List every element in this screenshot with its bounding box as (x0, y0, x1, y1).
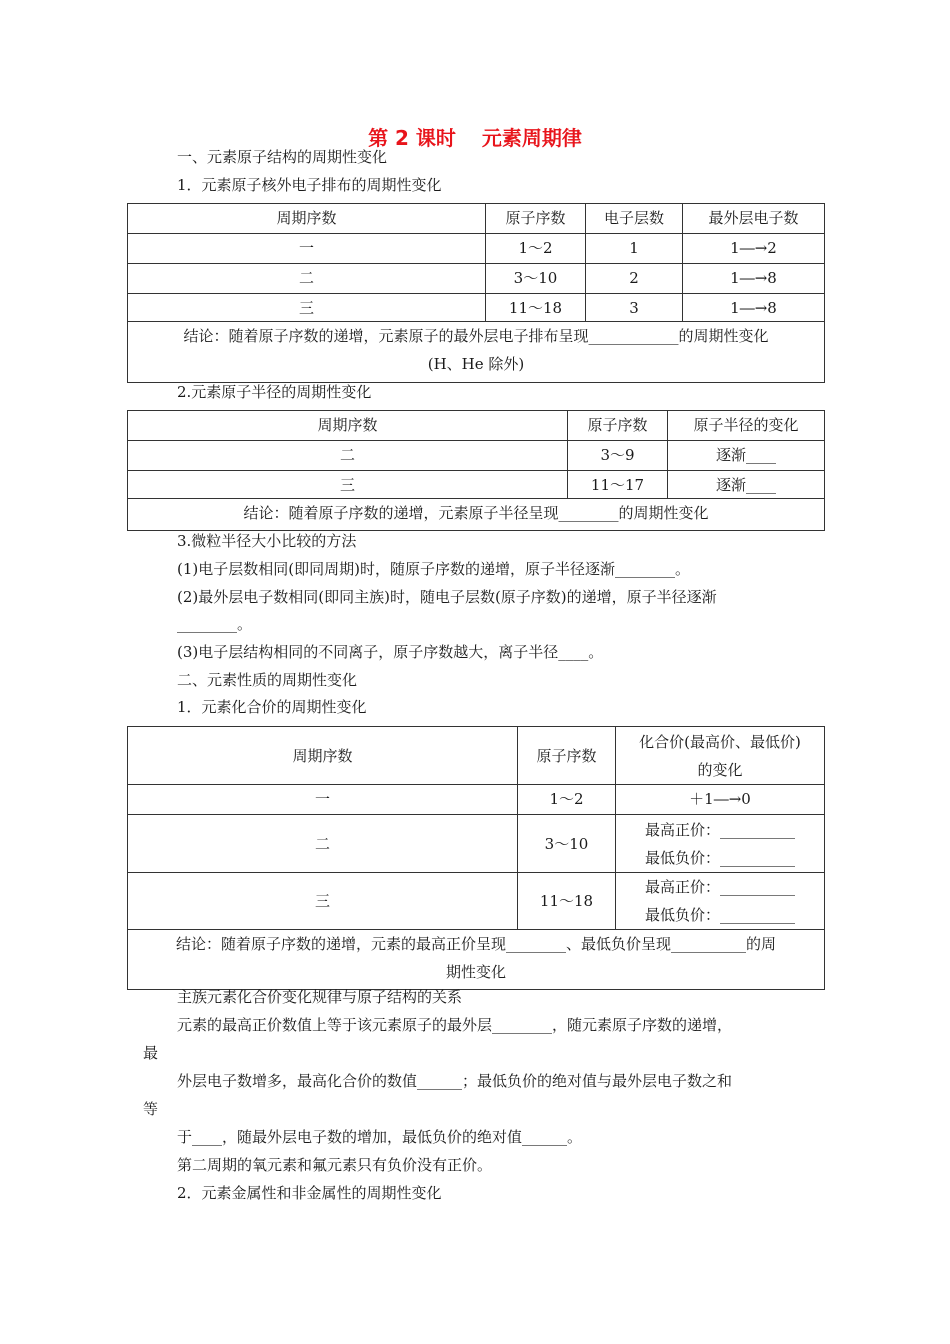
table-cell: ＋1―→0 (616, 785, 825, 815)
rule-paragraph: 外层电子数增多，最高化合价的数值______；最低负价的绝对值与最外层电子数之和 (177, 1072, 733, 1090)
table-cell: 三 (128, 873, 518, 930)
section1-sub3: 3.微粒半径大小比较的方法 (177, 532, 357, 550)
table-cell: 1―→8 (683, 264, 825, 294)
section2-sub2: 2．元素金属性和非金属性的周期性变化 (177, 1184, 442, 1202)
table-header: 化合价(最高价、最低价) 的变化 (616, 727, 825, 785)
method-item-3: (3)电子层结构相同的不同离子，原子序数越大，离子半径____。 (177, 643, 604, 661)
table-cell: 11～18 (518, 873, 616, 930)
table-cell: 11～17 (568, 471, 668, 499)
table-cell: 3 (586, 294, 683, 322)
table-cell: 1 (586, 234, 683, 264)
method-item-2-cont: ________。 (177, 615, 253, 633)
table-cell: 3～10 (518, 815, 616, 873)
rule-paragraph: 元素的最高正价数值上等于该元素原子的最外层________，随元素原子序数的递增， (177, 1016, 733, 1034)
section2-heading: 二、元素性质的周期性变化 (177, 671, 358, 689)
section1-heading: 一、元素原子结构的周期性变化 (177, 148, 388, 166)
table-cell: 二 (128, 441, 568, 471)
table-cell: 1～2 (486, 234, 586, 264)
table-cell: 二 (128, 264, 486, 294)
rule-paragraph-wrap: 等 (143, 1100, 159, 1118)
table-cell: 1―→8 (683, 294, 825, 322)
table-header: 最外层电子数 (683, 204, 825, 234)
method-item-2: (2)最外层电子数相同(即同主族)时，随电子层数(原子序数)的递增，原子半径逐渐 (177, 588, 717, 606)
table-cell: 最高正价：__________ 最低负价：__________ (616, 873, 825, 930)
section2-sub1: 1．元素化合价的周期性变化 (177, 698, 367, 716)
table-conclusion: 结论：随着原子序数的递增，元素原子的最外层电子排布呈现____________的周期性变化 (H、He 除外) (128, 322, 825, 383)
table-cell: 1―→2 (683, 234, 825, 264)
rule-paragraph: 第二周期的氧元素和氟元素只有负价没有正价。 (177, 1156, 493, 1174)
atomic-radius-table (127, 410, 825, 531)
table-header: 电子层数 (586, 204, 683, 234)
table-cell: 二 (128, 815, 518, 873)
table-cell: 3～10 (486, 264, 586, 294)
table-header: 原子序数 (486, 204, 586, 234)
table-cell: 一 (128, 234, 486, 264)
table-cell: 11～18 (486, 294, 586, 322)
method-item-1: (1)电子层数相同(即同周期)时，随原子序数的递增，原子半径逐渐________。 (177, 560, 690, 578)
rule-paragraph: 于____，随最外层电子数的增加，最低负价的绝对值______。 (177, 1128, 583, 1146)
valence-table (127, 726, 825, 990)
page-title: 第 2 课时 元素周期律 (368, 126, 582, 150)
rule-paragraph-wrap: 最 (143, 1044, 159, 1062)
table-header: 周期序数 (128, 727, 518, 785)
rule-title: 主族元素化合价变化规律与原子结构的关系 (177, 988, 463, 1006)
table-cell: 最高正价：__________ 最低负价：__________ (616, 815, 825, 873)
table-cell: 三 (128, 294, 486, 322)
electron-config-table (127, 203, 825, 383)
table-cell: 三 (128, 471, 568, 499)
section1-sub1: 1．元素原子核外电子排布的周期性变化 (177, 176, 442, 194)
table-cell: 3～9 (568, 441, 668, 471)
table-cell: 一 (128, 785, 518, 815)
table-header: 周期序数 (128, 204, 486, 234)
table-cell: 1～2 (518, 785, 616, 815)
table-cell: 逐渐____ (668, 471, 825, 499)
table-header: 原子半径的变化 (668, 411, 825, 441)
table-header: 原子序数 (568, 411, 668, 441)
table-conclusion: 结论：随着原子序数的递增，元素原子半径呈现________的周期性变化 (128, 499, 825, 531)
table-cell: 2 (586, 264, 683, 294)
table-conclusion: 结论：随着原子序数的递增，元素的最高正价呈现________、最低负价呈现__________的周 期性变化 (128, 930, 825, 990)
table-header: 周期序数 (128, 411, 568, 441)
table-header: 原子序数 (518, 727, 616, 785)
table-cell: 逐渐____ (668, 441, 825, 471)
section1-sub2: 2.元素原子半径的周期性变化 (177, 383, 372, 401)
